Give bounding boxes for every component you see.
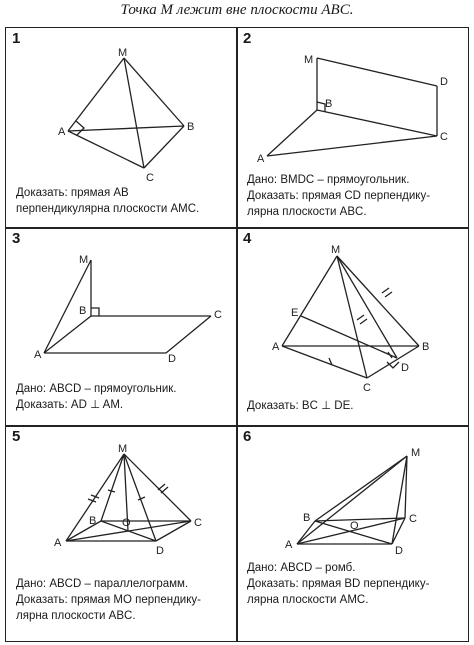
vertex-label-M: M	[331, 244, 341, 256]
center-label-O: O	[122, 517, 131, 529]
problem-cell-4	[236, 227, 469, 427]
vertex-label-M: M	[118, 47, 128, 59]
edge-MC	[124, 58, 144, 168]
segment-ED	[301, 316, 397, 358]
figure-4	[237, 228, 468, 426]
problem-cell-1	[5, 27, 238, 229]
vertex-label-D: D	[168, 353, 176, 365]
edge-MD	[317, 58, 437, 86]
problem-caption	[16, 185, 199, 217]
problem-number: 2	[243, 30, 252, 47]
problem-number: 1	[12, 30, 21, 47]
vertex-label-M: M	[118, 443, 128, 455]
vertex-label-B: B	[187, 121, 195, 133]
edge-AC	[68, 131, 144, 168]
caption-line: Доказать: прямая CD перпендику-	[247, 190, 431, 202]
edge-BC	[144, 126, 184, 168]
vertex-label-M: M	[411, 447, 421, 459]
vertex-label-A: A	[272, 341, 280, 353]
edge-AC	[267, 136, 437, 156]
edge-BC	[317, 110, 437, 136]
vertex-label-B: B	[303, 512, 311, 524]
caption-line: Дано: ABCD – прямоугольник.	[16, 383, 177, 395]
vertex-label-D: D	[401, 362, 409, 374]
vertex-label-C: C	[363, 382, 371, 394]
vertex-label-A: A	[54, 537, 62, 549]
figure-6	[237, 426, 468, 641]
edge-MA	[66, 454, 124, 541]
problem-number: 5	[12, 428, 21, 445]
edge-MB	[101, 454, 124, 521]
right-angle-mark	[76, 121, 84, 135]
right-angle-mark	[91, 308, 99, 316]
problem-caption	[16, 381, 177, 413]
tick-mark	[158, 484, 165, 490]
caption-line: Доказать: прямая MO перпендику-	[16, 594, 201, 606]
caption-line: Доказать: AD ⊥ AM.	[16, 399, 124, 411]
vertex-label-D: D	[395, 545, 403, 557]
problem-cell-3	[5, 227, 238, 427]
vertex-label-C: C	[194, 517, 202, 529]
edge-CD	[166, 316, 211, 353]
edge-MC	[124, 454, 191, 521]
vertex-label-C: C	[214, 309, 222, 321]
vertex-label-D: D	[440, 76, 448, 88]
tick-mark	[360, 319, 367, 324]
tick-mark	[382, 288, 389, 293]
vertex-label-C: C	[409, 513, 417, 525]
edge-MB	[315, 456, 407, 521]
caption-line: Дано: BMDC – прямоугольник.	[247, 174, 410, 186]
vertex-label-A: A	[257, 153, 265, 165]
edge-BA	[44, 316, 91, 353]
caption-line: Дано: ABCD – ромб.	[247, 562, 356, 574]
caption-line: лярна плоскости AMC.	[247, 594, 369, 606]
problem-caption	[247, 560, 429, 608]
edge-MB	[337, 256, 419, 346]
edge-MD	[392, 456, 407, 544]
problem-caption	[247, 398, 353, 414]
problem-caption	[16, 576, 201, 624]
vertex-label-C: C	[146, 172, 154, 184]
vertex-label-M: M	[79, 254, 89, 266]
caption-line: лярна плоскости ABC.	[16, 610, 136, 622]
caption-line: лярна плоскости ABC.	[247, 206, 367, 218]
edge-AC	[282, 346, 367, 378]
center-label-O: O	[350, 520, 359, 532]
vertex-label-A: A	[58, 126, 66, 138]
problem-cell-5	[5, 425, 238, 642]
edge-MA	[68, 58, 124, 131]
problem-grid	[5, 27, 469, 642]
edge-MD	[337, 256, 397, 358]
caption-line: перпендикулярна плоскости AMC.	[16, 203, 200, 215]
vertex-label-M: M	[304, 54, 314, 66]
vertex-label-A: A	[34, 349, 42, 361]
edge-MC	[337, 256, 367, 378]
vertex-label-E: E	[291, 307, 299, 319]
tick-mark	[385, 292, 392, 297]
tick-mark	[138, 497, 145, 500]
caption-line: Доказать: прямая BD перпендику-	[247, 578, 430, 590]
edge-MA	[282, 256, 337, 346]
vertex-label-B: B	[422, 341, 430, 353]
caption-line: Доказать: прямая AB	[16, 187, 129, 199]
problem-cell-2	[236, 27, 469, 229]
problem-number: 4	[243, 230, 252, 247]
tick-mark	[161, 487, 168, 493]
edge-AB	[68, 126, 184, 131]
caption-line: Дано: ABCD – параллелограмм.	[16, 578, 189, 590]
page-title: Точка M лежит вне плоскости ABC.	[120, 2, 354, 18]
vertex-label-C: C	[440, 131, 448, 143]
problem-number: 3	[12, 230, 21, 247]
vertex-label-B: B	[89, 515, 97, 527]
edge-BA	[267, 110, 317, 156]
vertex-label-A: A	[285, 539, 293, 551]
tick-mark	[357, 315, 364, 320]
problem-caption	[247, 172, 430, 220]
caption-line: Доказать: BC ⊥ DE.	[247, 400, 354, 412]
problem-cell-6	[236, 425, 469, 642]
edge-MB	[124, 58, 184, 126]
vertex-label-D: D	[156, 545, 164, 557]
problem-number: 6	[243, 428, 252, 445]
vertex-label-B: B	[79, 305, 87, 317]
vertex-label-B: B	[325, 98, 333, 110]
